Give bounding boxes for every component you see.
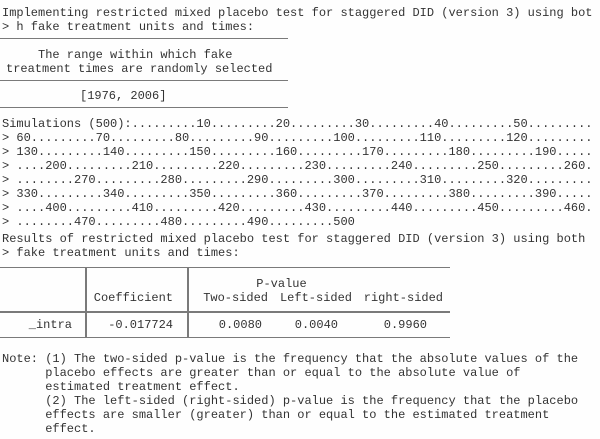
table-value-right-sided: 0.9960 (383, 318, 427, 332)
table-pvalue-group-header: P-value (256, 277, 307, 291)
table-value-coefficient: -0.017724 (108, 318, 173, 332)
results-line-2: > fake treatment units and times: (2, 246, 240, 260)
note-line: estimated treatment effect. (2, 380, 240, 394)
table-mid-rule (0, 311, 450, 313)
note-line: placebo effects are greater than or equal to the absolute value of (2, 366, 521, 380)
table-vertical-divider-1 (85, 267, 87, 339)
range-box-bottom-rule (0, 107, 288, 109)
intro-line-2: > h fake treatment units and times: (2, 20, 255, 34)
table-bottom-rule (0, 337, 450, 339)
sim-progress-line: > 330.........340.........350.........360.........370.........380.........390..... (2, 187, 593, 201)
table-value-two-sided: 0.0080 (218, 318, 262, 332)
table-value-left-sided: 0.0040 (294, 318, 338, 332)
sim-progress-line: > ........270.........280.........290.........300.........310.........320......... (2, 173, 593, 187)
results-line-1: Results of restricted mixed placebo test for staggered DID (version 3) using both (2, 232, 586, 246)
range-box-title-line-1: The range within which fake (38, 48, 233, 62)
table-header-coefficient: Coefficient (93, 291, 173, 305)
table-header-right-sided: right-sided (363, 291, 443, 305)
table-row-label: _intra (28, 318, 72, 332)
sim-progress-line: > 60.........70.........80.........90.........100.........110.........120......... (2, 131, 593, 145)
range-box-mid-rule (0, 80, 288, 82)
range-value: [1976, 2006] (80, 89, 167, 103)
note-line: effect. (2, 422, 96, 436)
sim-progress-line: Simulations (500):.........10.........20.........30.........40.........50......... (2, 117, 593, 131)
table-header-left-sided: Left-sided (279, 291, 352, 305)
note-line: effects are smaller (greater) than or equal to the estimated treatment (2, 408, 550, 422)
note-line: (2) The left-sided (right-sided) p-value is the frequency that the placebo (2, 394, 579, 408)
sim-progress-line: > ........470.........480.........490.........500 (2, 215, 355, 229)
table-header-two-sided: Two-sided (203, 291, 268, 305)
table-top-rule (0, 267, 450, 269)
intro-line-1: Implementing restricted mixed placebo test for staggered DID (version 3) using bot (2, 6, 593, 20)
sim-progress-line: > 130.........140.........150.........160.........170.........180.........190..... (2, 145, 593, 159)
range-box-title-line-2: treatment times are randomly selected (6, 62, 273, 76)
range-box-top-rule (0, 38, 288, 40)
sim-progress-line: > ....400.........410.........420.........430.........440.........450.........460. (2, 201, 593, 215)
note-line: Note: (1) The two-sided p-value is the frequency that the absolute values of the (2, 352, 579, 366)
sim-progress-line: > ....200.........210.........220.........230.........240.........250.........260. (2, 159, 593, 173)
